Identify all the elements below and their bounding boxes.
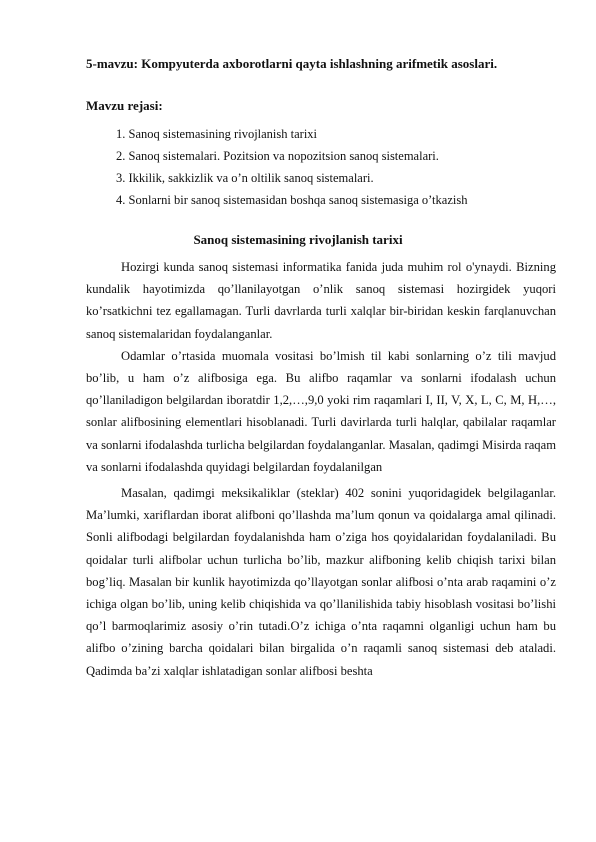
section-heading: Sanoq sistemasining rivojlanish tarixi bbox=[193, 232, 403, 247]
paragraph: Odamlar o’rtasida muomala vositasi bo’lmish til kabi sonlarning o’z tili mavjud bo’lib, u ham o’z alifbosiga ega. Bu alifbo raqamlar va sonlarni ifodalash uchun qo’llaniladigon belgilardan iboratdir 1,2,…,9,0 yoki rim raqamlari I, II, V, X, L, C, M, H,…, sonlar alifbosining elementlari hisoblanadi. Turli davirlarda turli halqlar, qabilalar raqamlar va sonlarni ifodalashda turlicha belgilardan foydalanganlar. Masalan, qadimgi Misirda raqam va sonlarni ifodalashda quyidagi belgilardan foydalanilgan bbox=[86, 348, 556, 474]
plan-list bbox=[116, 123, 467, 211]
plan-item: 3. Ikkilik, sakkizlik va o’n oltilik sanoq sistemalari. bbox=[116, 171, 374, 185]
body-text bbox=[86, 256, 556, 682]
paragraph: Masalan, qadimgi meksikaliklar (steklar) 402 sonini yuqoridagidek belgilaganlar. Ma’lumki, xariflardan iborat alifboni qo’llashda ma’lum qonun va qoidalarga amal qilinadi. Sonli alifbodagi belgilardan foydalanishda ham o’ziga hos qoyidalaridan foydalaniladi. Bu qoidalar turli alifbolar uchun turlicha bo’lib, mazkur alifboning kelib chiqish tarixi bilan bog’liq. Masalan bir kunlik hayotimizda qo’llayotgan sonlar alifbosi o’nta arab raqamini o’z ichiga olgan bo’lib, uning kelib chiqishida va qo’llanilishida tabiy hisoblash vositasi bo’lishi qo’l barmoqlarimiz asosiy o’rin tutadi.O’z ichiga o’nta raqamni olganligi uchun ham bu alifbo o’zining barcha qoidalari bilan birgalida o’n raqamli sanoq sistemasi deb ataladi. Qadimda ba’zi xalqlar ishlatadigan sonlar alifbosi beshta bbox=[86, 486, 556, 678]
document-title: 5-mavzu: Kompyuterda axborotlarni qayta ishlashning arifmetik asoslari. bbox=[86, 56, 498, 71]
plan-item: 2. Sanoq sistemalari. Pozitsion va nopozitsion sanoq sistemalari. bbox=[116, 149, 439, 163]
plan-item: 4. Sonlarni bir sanoq sistemasidan boshqa sanoq sistemasiga o’tkazish bbox=[116, 193, 468, 207]
plan-item: 1. Sanoq sistemasining rivojlanish tarixi bbox=[116, 127, 318, 141]
paragraph: Hozirgi kunda sanoq sistemasi informatika fanida juda muhim rol o'ynaydi. Bizning kundalik hayotimizda qo’llanilayotgan o’nlik sanoq sistemasi hozirgidek yuqori ko’rsatkichni tez egallamagan. Turli davrlarda turli xalqlar bir-biridan keskin farqlanuvchan sanoq sistemalaridan foydalanganlar. bbox=[86, 260, 556, 341]
plan-heading: Mavzu rejasi: bbox=[86, 98, 163, 113]
